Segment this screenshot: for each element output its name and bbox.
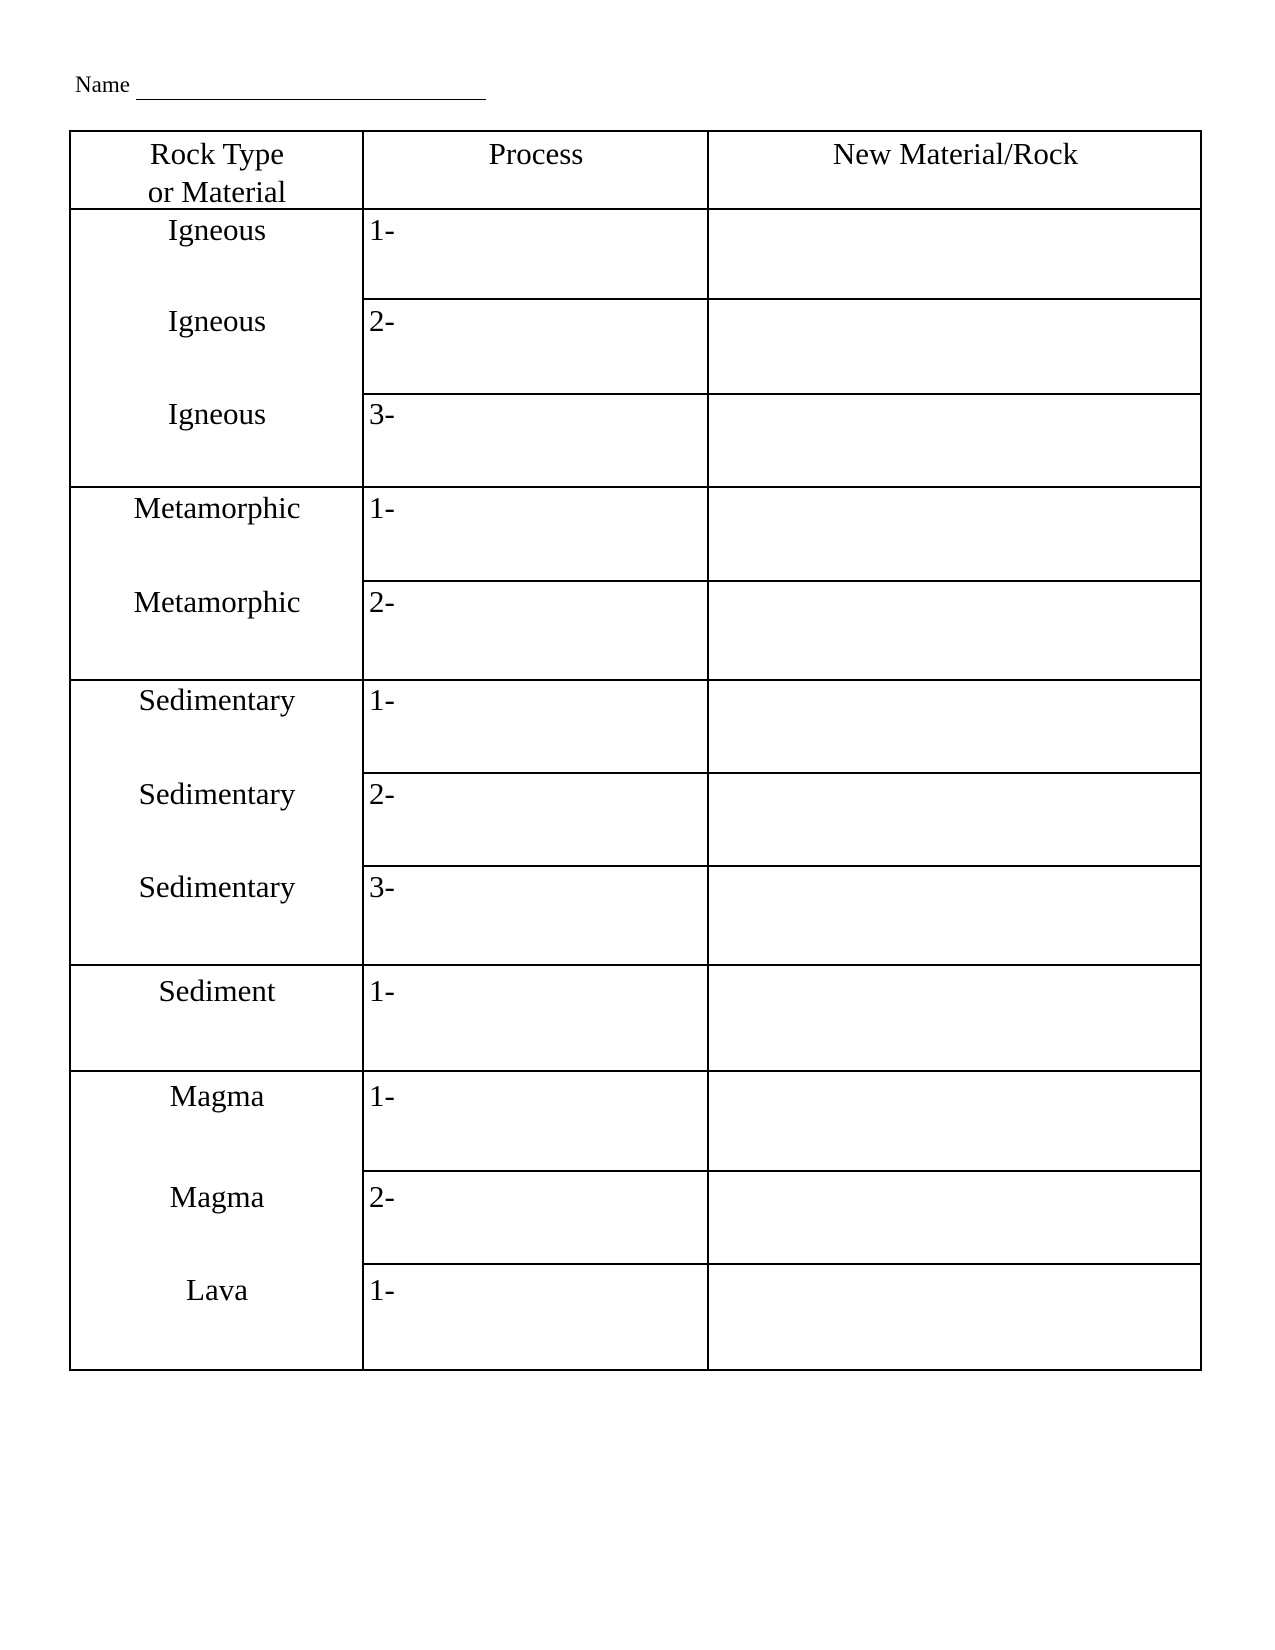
process-cell[interactable]: 1-	[369, 1272, 395, 1307]
row-divider	[362, 772, 1200, 774]
rock-type-cell: Sedimentary	[138, 869, 296, 904]
header-rock-type	[71, 135, 363, 211]
process-cell[interactable]: 1-	[369, 212, 395, 247]
process-cell[interactable]: 2-	[369, 1179, 395, 1214]
row-divider	[362, 393, 1200, 395]
process-cell[interactable]: 1-	[369, 1078, 395, 1113]
row-divider	[362, 298, 1200, 300]
header-rock-type-line2: or Material	[147, 174, 287, 209]
rock-type-cell: Metamorphic	[133, 584, 301, 619]
group-divider-igneous	[71, 486, 1200, 488]
process-cell[interactable]: 3-	[369, 869, 395, 904]
process-cell[interactable]: 2-	[369, 584, 395, 619]
name-field	[75, 70, 486, 100]
name-blank-line[interactable]	[136, 75, 486, 100]
rock-type-cell: Lava	[186, 1272, 248, 1307]
rock-type-cell: Magma	[169, 1179, 265, 1214]
rock-type-cell: Sedimentary	[138, 682, 296, 717]
rock-type-cell: Magma	[169, 1078, 265, 1113]
process-cell[interactable]: 1-	[369, 682, 395, 717]
row-divider	[362, 1170, 1200, 1172]
rock-type-cell: Metamorphic	[133, 490, 301, 525]
group-divider-sedimentary	[71, 964, 1200, 966]
process-cell[interactable]: 2-	[369, 776, 395, 811]
rock-type-cell: Igneous	[167, 212, 267, 247]
header-new-material: New Material/Rock	[832, 136, 1079, 171]
rock-type-cell: Igneous	[167, 303, 267, 338]
rock-cycle-table	[69, 130, 1202, 1371]
header-process: Process	[488, 136, 584, 171]
process-cell[interactable]: 3-	[369, 396, 395, 431]
rock-type-cell: Sediment	[158, 973, 276, 1008]
rock-type-cell: Igneous	[167, 396, 267, 431]
header-rock-type-line1: Rock Type	[149, 136, 285, 171]
row-divider	[362, 1263, 1200, 1265]
row-divider	[362, 865, 1200, 867]
process-cell[interactable]: 1-	[369, 490, 395, 525]
process-cell[interactable]: 2-	[369, 303, 395, 338]
rock-type-cell: Sedimentary	[138, 776, 296, 811]
group-divider-sediment	[71, 1070, 1200, 1072]
name-label: Name	[75, 72, 130, 97]
process-cell[interactable]: 1-	[369, 973, 395, 1008]
column-divider-2	[707, 132, 709, 1369]
row-divider	[362, 580, 1200, 582]
